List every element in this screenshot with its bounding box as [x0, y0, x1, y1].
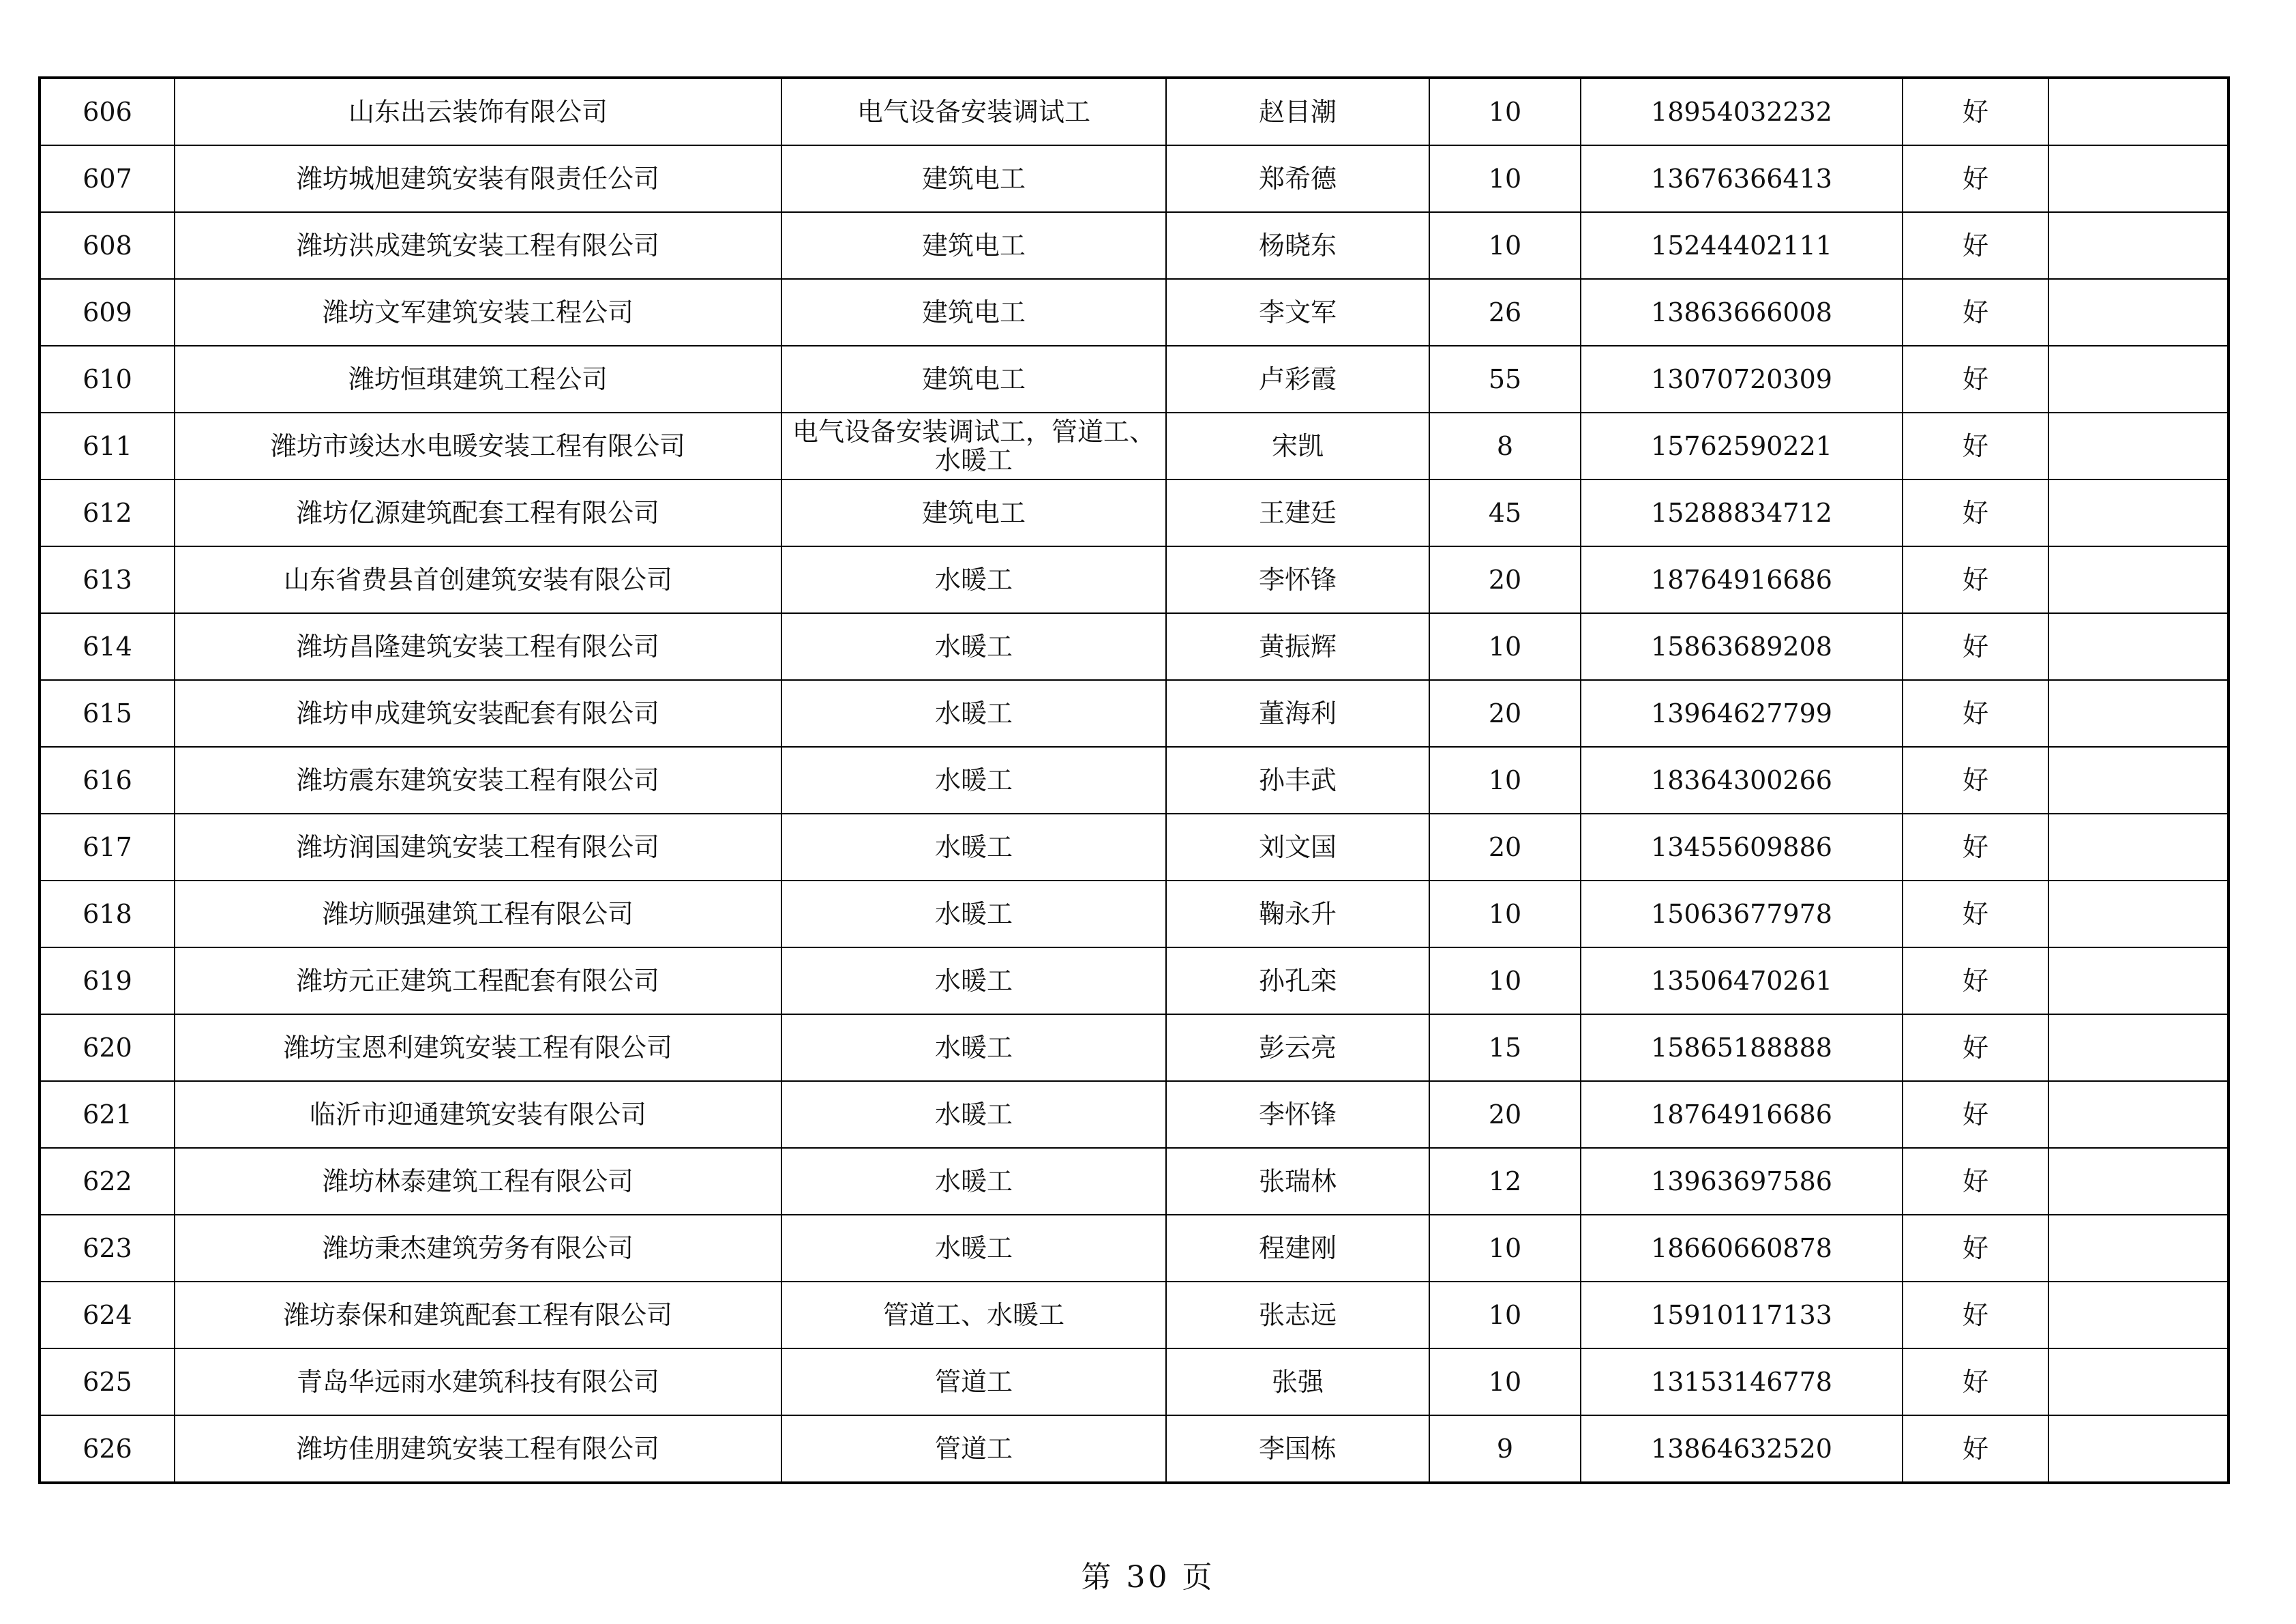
contact-person-cell: 孙孔栾 [1166, 947, 1429, 1014]
headcount-cell: 10 [1429, 1215, 1581, 1282]
row-number-cell: 614 [40, 613, 175, 680]
company-name-cell: 潍坊申成建筑安装配套有限公司 [175, 680, 781, 747]
remarks-cell [2048, 947, 2228, 1014]
contact-person-cell: 彭云亮 [1166, 1014, 1429, 1081]
trade-type-cell: 水暖工 [781, 881, 1166, 947]
remarks-cell [2048, 413, 2228, 479]
trade-type-cell: 水暖工 [781, 814, 1166, 881]
table-body [40, 78, 2228, 1483]
company-name-cell: 潍坊震东建筑安装工程有限公司 [175, 747, 781, 814]
row-number-cell: 615 [40, 680, 175, 747]
remarks-cell [2048, 1215, 2228, 1282]
remarks-cell [2048, 1415, 2228, 1483]
remarks-cell [2048, 346, 2228, 413]
rating-cell: 好 [1903, 479, 2048, 546]
phone-cell: 13863666008 [1581, 279, 1903, 346]
row-number-cell: 616 [40, 747, 175, 814]
company-name-cell: 潍坊元正建筑工程配套有限公司 [175, 947, 781, 1014]
company-name-cell: 潍坊润国建筑安装工程有限公司 [175, 814, 781, 881]
headcount-cell: 10 [1429, 881, 1581, 947]
row-number-cell: 606 [40, 78, 175, 145]
row-number-cell: 619 [40, 947, 175, 1014]
company-name-cell: 潍坊佳朋建筑安装工程有限公司 [175, 1415, 781, 1483]
contact-person-cell: 赵目潮 [1166, 78, 1429, 145]
phone-cell: 18954032232 [1581, 78, 1903, 145]
company-name-cell: 潍坊市竣达水电暖安装工程有限公司 [175, 413, 781, 479]
company-name-cell: 山东出云装饰有限公司 [175, 78, 781, 145]
table-row [40, 1415, 2228, 1483]
row-number-cell: 617 [40, 814, 175, 881]
remarks-cell [2048, 1348, 2228, 1415]
phone-cell: 15865188888 [1581, 1014, 1903, 1081]
company-name-cell: 潍坊林泰建筑工程有限公司 [175, 1148, 781, 1215]
rating-cell: 好 [1903, 1282, 2048, 1348]
table-row [40, 1215, 2228, 1282]
trade-type-cell: 水暖工 [781, 1148, 1166, 1215]
table-row [40, 78, 2228, 145]
rating-cell: 好 [1903, 1215, 2048, 1282]
row-number-cell: 622 [40, 1148, 175, 1215]
table-row [40, 546, 2228, 613]
rating-cell: 好 [1903, 881, 2048, 947]
headcount-cell: 26 [1429, 279, 1581, 346]
headcount-cell: 9 [1429, 1415, 1581, 1483]
page-number: 第 30 页 [1081, 1560, 1215, 1595]
remarks-cell [2048, 881, 2228, 947]
headcount-cell: 10 [1429, 212, 1581, 279]
contact-person-cell: 郑希德 [1166, 145, 1429, 212]
company-name-cell: 潍坊城旭建筑安装有限责任公司 [175, 145, 781, 212]
contact-person-cell: 李怀锋 [1166, 546, 1429, 613]
headcount-cell: 10 [1429, 1348, 1581, 1415]
rating-cell: 好 [1903, 1415, 2048, 1483]
rating-cell: 好 [1903, 613, 2048, 680]
row-number-cell: 607 [40, 145, 175, 212]
headcount-cell: 10 [1429, 747, 1581, 814]
contact-person-cell: 程建刚 [1166, 1215, 1429, 1282]
phone-cell: 13506470261 [1581, 947, 1903, 1014]
trade-type-cell: 管道工 [781, 1415, 1166, 1483]
company-name-cell: 山东省费县首创建筑安装有限公司 [175, 546, 781, 613]
trade-type-cell: 水暖工 [781, 747, 1166, 814]
table-row [40, 814, 2228, 881]
company-name-cell: 潍坊顺强建筑工程有限公司 [175, 881, 781, 947]
rating-cell: 好 [1903, 145, 2048, 212]
company-name-cell: 青岛华远雨水建筑科技有限公司 [175, 1348, 781, 1415]
rating-cell: 好 [1903, 1348, 2048, 1415]
company-name-cell: 潍坊洪成建筑安装工程有限公司 [175, 212, 781, 279]
rating-cell: 好 [1903, 814, 2048, 881]
headcount-cell: 15 [1429, 1014, 1581, 1081]
headcount-cell: 8 [1429, 413, 1581, 479]
table-row [40, 747, 2228, 814]
phone-cell: 18660660878 [1581, 1215, 1903, 1282]
trade-type-cell: 水暖工 [781, 1014, 1166, 1081]
table-row [40, 881, 2228, 947]
rating-cell: 好 [1903, 78, 2048, 145]
remarks-cell [2048, 479, 2228, 546]
row-number-cell: 609 [40, 279, 175, 346]
headcount-cell: 55 [1429, 346, 1581, 413]
rating-cell: 好 [1903, 546, 2048, 613]
rating-cell: 好 [1903, 346, 2048, 413]
table-row [40, 145, 2228, 212]
rating-cell: 好 [1903, 1081, 2048, 1148]
headcount-cell: 10 [1429, 613, 1581, 680]
row-number-cell: 626 [40, 1415, 175, 1483]
contact-person-cell: 李国栋 [1166, 1415, 1429, 1483]
trade-type-cell: 水暖工 [781, 680, 1166, 747]
remarks-cell [2048, 814, 2228, 881]
contractor-table [38, 76, 2230, 1484]
phone-cell: 13455609886 [1581, 814, 1903, 881]
headcount-cell: 10 [1429, 947, 1581, 1014]
trade-type-cell: 建筑电工 [781, 479, 1166, 546]
trade-type-cell: 建筑电工 [781, 346, 1166, 413]
phone-cell: 15063677978 [1581, 881, 1903, 947]
trade-type-cell: 建筑电工 [781, 279, 1166, 346]
company-name-cell: 潍坊亿源建筑配套工程有限公司 [175, 479, 781, 546]
headcount-cell: 45 [1429, 479, 1581, 546]
remarks-cell [2048, 1282, 2228, 1348]
headcount-cell: 20 [1429, 680, 1581, 747]
remarks-cell [2048, 680, 2228, 747]
contact-person-cell: 李怀锋 [1166, 1081, 1429, 1148]
table-row [40, 1282, 2228, 1348]
contact-person-cell: 张瑞林 [1166, 1148, 1429, 1215]
remarks-cell [2048, 1081, 2228, 1148]
contact-person-cell: 孙丰武 [1166, 747, 1429, 814]
table-row [40, 613, 2228, 680]
contact-person-cell: 刘文国 [1166, 814, 1429, 881]
headcount-cell: 10 [1429, 1282, 1581, 1348]
table-row [40, 947, 2228, 1014]
company-name-cell: 潍坊泰保和建筑配套工程有限公司 [175, 1282, 781, 1348]
trade-type-cell: 电气设备安装调试工，管道工、水暖工 [781, 413, 1166, 479]
company-name-cell: 临沂市迎通建筑安装有限公司 [175, 1081, 781, 1148]
row-number-cell: 610 [40, 346, 175, 413]
rating-cell: 好 [1903, 747, 2048, 814]
rating-cell: 好 [1903, 279, 2048, 346]
contact-person-cell: 卢彩霞 [1166, 346, 1429, 413]
table-row [40, 1148, 2228, 1215]
row-number-cell: 612 [40, 479, 175, 546]
row-number-cell: 624 [40, 1282, 175, 1348]
phone-cell: 15288834712 [1581, 479, 1903, 546]
headcount-cell: 20 [1429, 814, 1581, 881]
contact-person-cell: 李文军 [1166, 279, 1429, 346]
contact-person-cell: 张志远 [1166, 1282, 1429, 1348]
phone-cell: 13963697586 [1581, 1148, 1903, 1215]
contact-person-cell: 杨晓东 [1166, 212, 1429, 279]
row-number-cell: 613 [40, 546, 175, 613]
headcount-cell: 20 [1429, 1081, 1581, 1148]
phone-cell: 18764916686 [1581, 546, 1903, 613]
table-row [40, 1348, 2228, 1415]
phone-cell: 15762590221 [1581, 413, 1903, 479]
remarks-cell [2048, 1014, 2228, 1081]
trade-type-cell: 建筑电工 [781, 212, 1166, 279]
trade-type-cell: 水暖工 [781, 1081, 1166, 1148]
row-number-cell: 620 [40, 1014, 175, 1081]
trade-type-cell: 水暖工 [781, 947, 1166, 1014]
headcount-cell: 10 [1429, 78, 1581, 145]
contact-person-cell: 宋凯 [1166, 413, 1429, 479]
phone-cell: 15244402111 [1581, 212, 1903, 279]
trade-type-cell: 电气设备安装调试工 [781, 78, 1166, 145]
row-number-cell: 618 [40, 881, 175, 947]
contact-person-cell: 张强 [1166, 1348, 1429, 1415]
headcount-cell: 20 [1429, 546, 1581, 613]
headcount-cell: 12 [1429, 1148, 1581, 1215]
table-row [40, 479, 2228, 546]
table-row [40, 680, 2228, 747]
phone-cell: 13964627799 [1581, 680, 1903, 747]
row-number-cell: 608 [40, 212, 175, 279]
table-row [40, 279, 2228, 346]
table-row [40, 1081, 2228, 1148]
phone-cell: 13676366413 [1581, 145, 1903, 212]
company-name-cell: 潍坊昌隆建筑安装工程有限公司 [175, 613, 781, 680]
rating-cell: 好 [1903, 212, 2048, 279]
trade-type-cell: 水暖工 [781, 613, 1166, 680]
trade-type-cell: 水暖工 [781, 1215, 1166, 1282]
company-name-cell: 潍坊秉杰建筑劳务有限公司 [175, 1215, 781, 1282]
phone-cell: 13864632520 [1581, 1415, 1903, 1483]
phone-cell: 18764916686 [1581, 1081, 1903, 1148]
contact-person-cell: 鞠永升 [1166, 881, 1429, 947]
company-name-cell: 潍坊恒琪建筑工程公司 [175, 346, 781, 413]
company-name-cell: 潍坊文军建筑安装工程公司 [175, 279, 781, 346]
row-number-cell: 625 [40, 1348, 175, 1415]
remarks-cell [2048, 613, 2228, 680]
trade-type-cell: 水暖工 [781, 546, 1166, 613]
phone-cell: 18364300266 [1581, 747, 1903, 814]
phone-cell: 15863689208 [1581, 613, 1903, 680]
headcount-cell: 10 [1429, 145, 1581, 212]
remarks-cell [2048, 1148, 2228, 1215]
phone-cell: 15910117133 [1581, 1282, 1903, 1348]
trade-type-cell: 管道工 [781, 1348, 1166, 1415]
rating-cell: 好 [1903, 1148, 2048, 1215]
table-row [40, 413, 2228, 479]
rating-cell: 好 [1903, 680, 2048, 747]
table-row [40, 346, 2228, 413]
contact-person-cell: 黄振辉 [1166, 613, 1429, 680]
contact-person-cell: 王建廷 [1166, 479, 1429, 546]
table-row [40, 212, 2228, 279]
company-name-cell: 潍坊宝恩利建筑安装工程有限公司 [175, 1014, 781, 1081]
phone-cell: 13070720309 [1581, 346, 1903, 413]
remarks-cell [2048, 212, 2228, 279]
row-number-cell: 621 [40, 1081, 175, 1148]
trade-type-cell: 管道工、水暖工 [781, 1282, 1166, 1348]
table-row [40, 1014, 2228, 1081]
remarks-cell [2048, 145, 2228, 212]
row-number-cell: 611 [40, 413, 175, 479]
contact-person-cell: 董海利 [1166, 680, 1429, 747]
trade-type-cell: 建筑电工 [781, 145, 1166, 212]
rating-cell: 好 [1903, 413, 2048, 479]
remarks-cell [2048, 78, 2228, 145]
remarks-cell [2048, 546, 2228, 613]
row-number-cell: 623 [40, 1215, 175, 1282]
rating-cell: 好 [1903, 947, 2048, 1014]
remarks-cell [2048, 279, 2228, 346]
remarks-cell [2048, 747, 2228, 814]
rating-cell: 好 [1903, 1014, 2048, 1081]
phone-cell: 13153146778 [1581, 1348, 1903, 1415]
